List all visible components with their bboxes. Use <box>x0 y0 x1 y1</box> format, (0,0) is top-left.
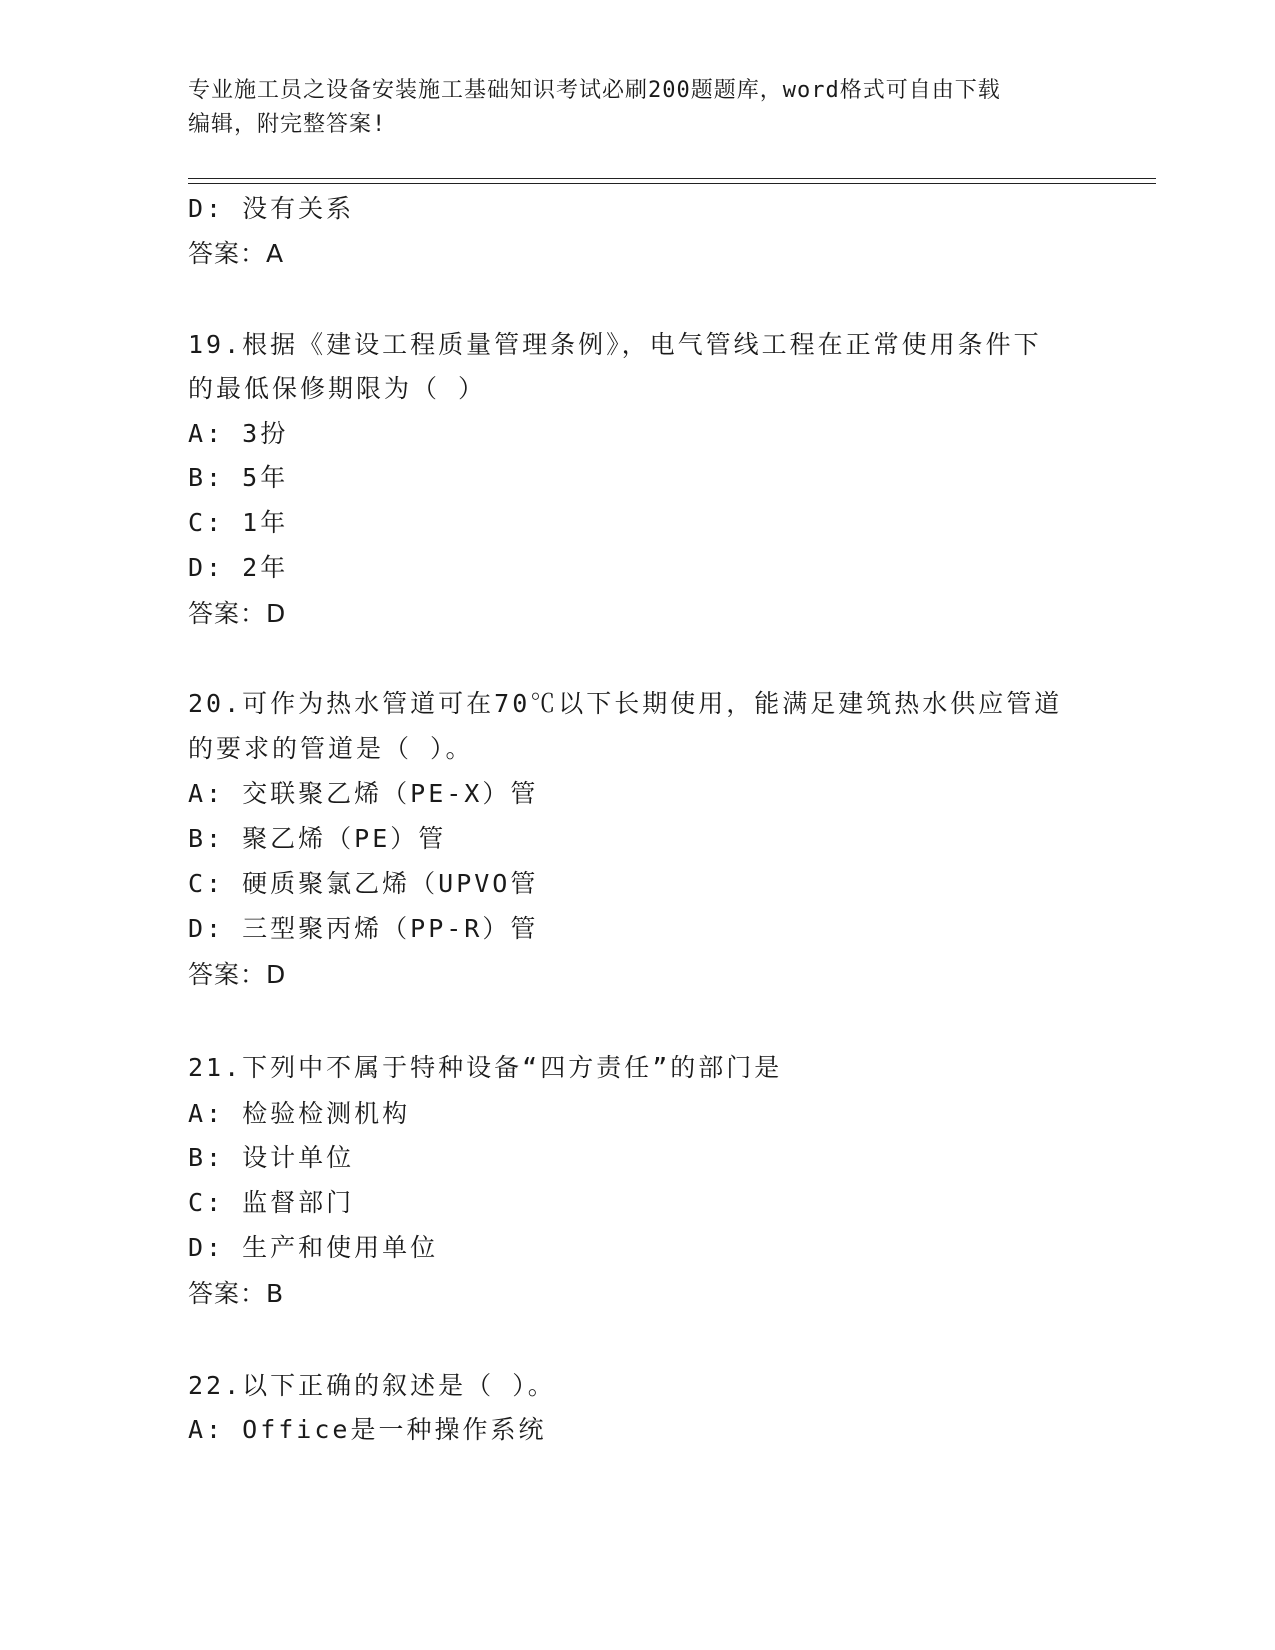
q21-option-d: D: 生产和使用单位 <box>188 1233 439 1262</box>
q20-option-d: D: 三型聚丙烯（PP-R）管 <box>188 914 539 943</box>
q21-answer: 答案：B <box>188 1279 285 1308</box>
q19-stem-line-1: 19.根据《建设工程质量管理条例》，电气管线工程在正常使用条件下 <box>188 330 1042 359</box>
document-header <box>188 74 1088 142</box>
q19-option-b: B: 5年 <box>188 463 289 492</box>
q19-answer: 答案：D <box>188 599 287 628</box>
q22-option-a: A: Office是一种操作系统 <box>188 1415 547 1444</box>
header-divider-bottom <box>188 183 1156 184</box>
prev-option-d: D: 没有关系 <box>188 194 355 223</box>
q20-stem-line-1: 20.可作为热水管道可在70℃以下长期使用，能满足建筑热水供应管道 <box>188 689 1063 718</box>
q21-option-b: B: 设计单位 <box>188 1143 355 1172</box>
q22-stem-line-1: 22.以下正确的叙述是（ ）。 <box>188 1371 556 1400</box>
q19-option-c: C: 1年 <box>188 508 289 537</box>
prev-answer: 答案：A <box>188 239 285 268</box>
q20-stem-line-2: 的要求的管道是（ ）。 <box>188 734 474 763</box>
q20-option-a: A: 交联聚乙烯（PE-X）管 <box>188 779 539 808</box>
q19-stem-line-2: 的最低保修期限为（ ） <box>188 374 487 403</box>
header-title-line-2: 编辑，附完整答案! <box>188 112 387 137</box>
q19-option-d: D: 2年 <box>188 553 289 582</box>
q21-option-c: C: 监督部门 <box>188 1188 355 1217</box>
q21-stem-line-1: 21.下列中不属于特种设备“四方责任”的部门是 <box>188 1053 783 1082</box>
q20-answer: 答案：D <box>188 960 287 989</box>
q20-option-c: C: 硬质聚氯乙烯（UPVO管 <box>188 869 539 898</box>
header-title-line-1: 专业施工员之设备安装施工基础知识考试必刷200题题库，word格式可自由下载 <box>188 78 1001 103</box>
header-divider-top <box>188 178 1156 179</box>
q19-option-a: A: 3扮 <box>188 419 289 448</box>
q20-option-b: B: 聚乙烯（PE）管 <box>188 824 447 853</box>
q21-option-a: A: 检验检测机构 <box>188 1099 411 1128</box>
